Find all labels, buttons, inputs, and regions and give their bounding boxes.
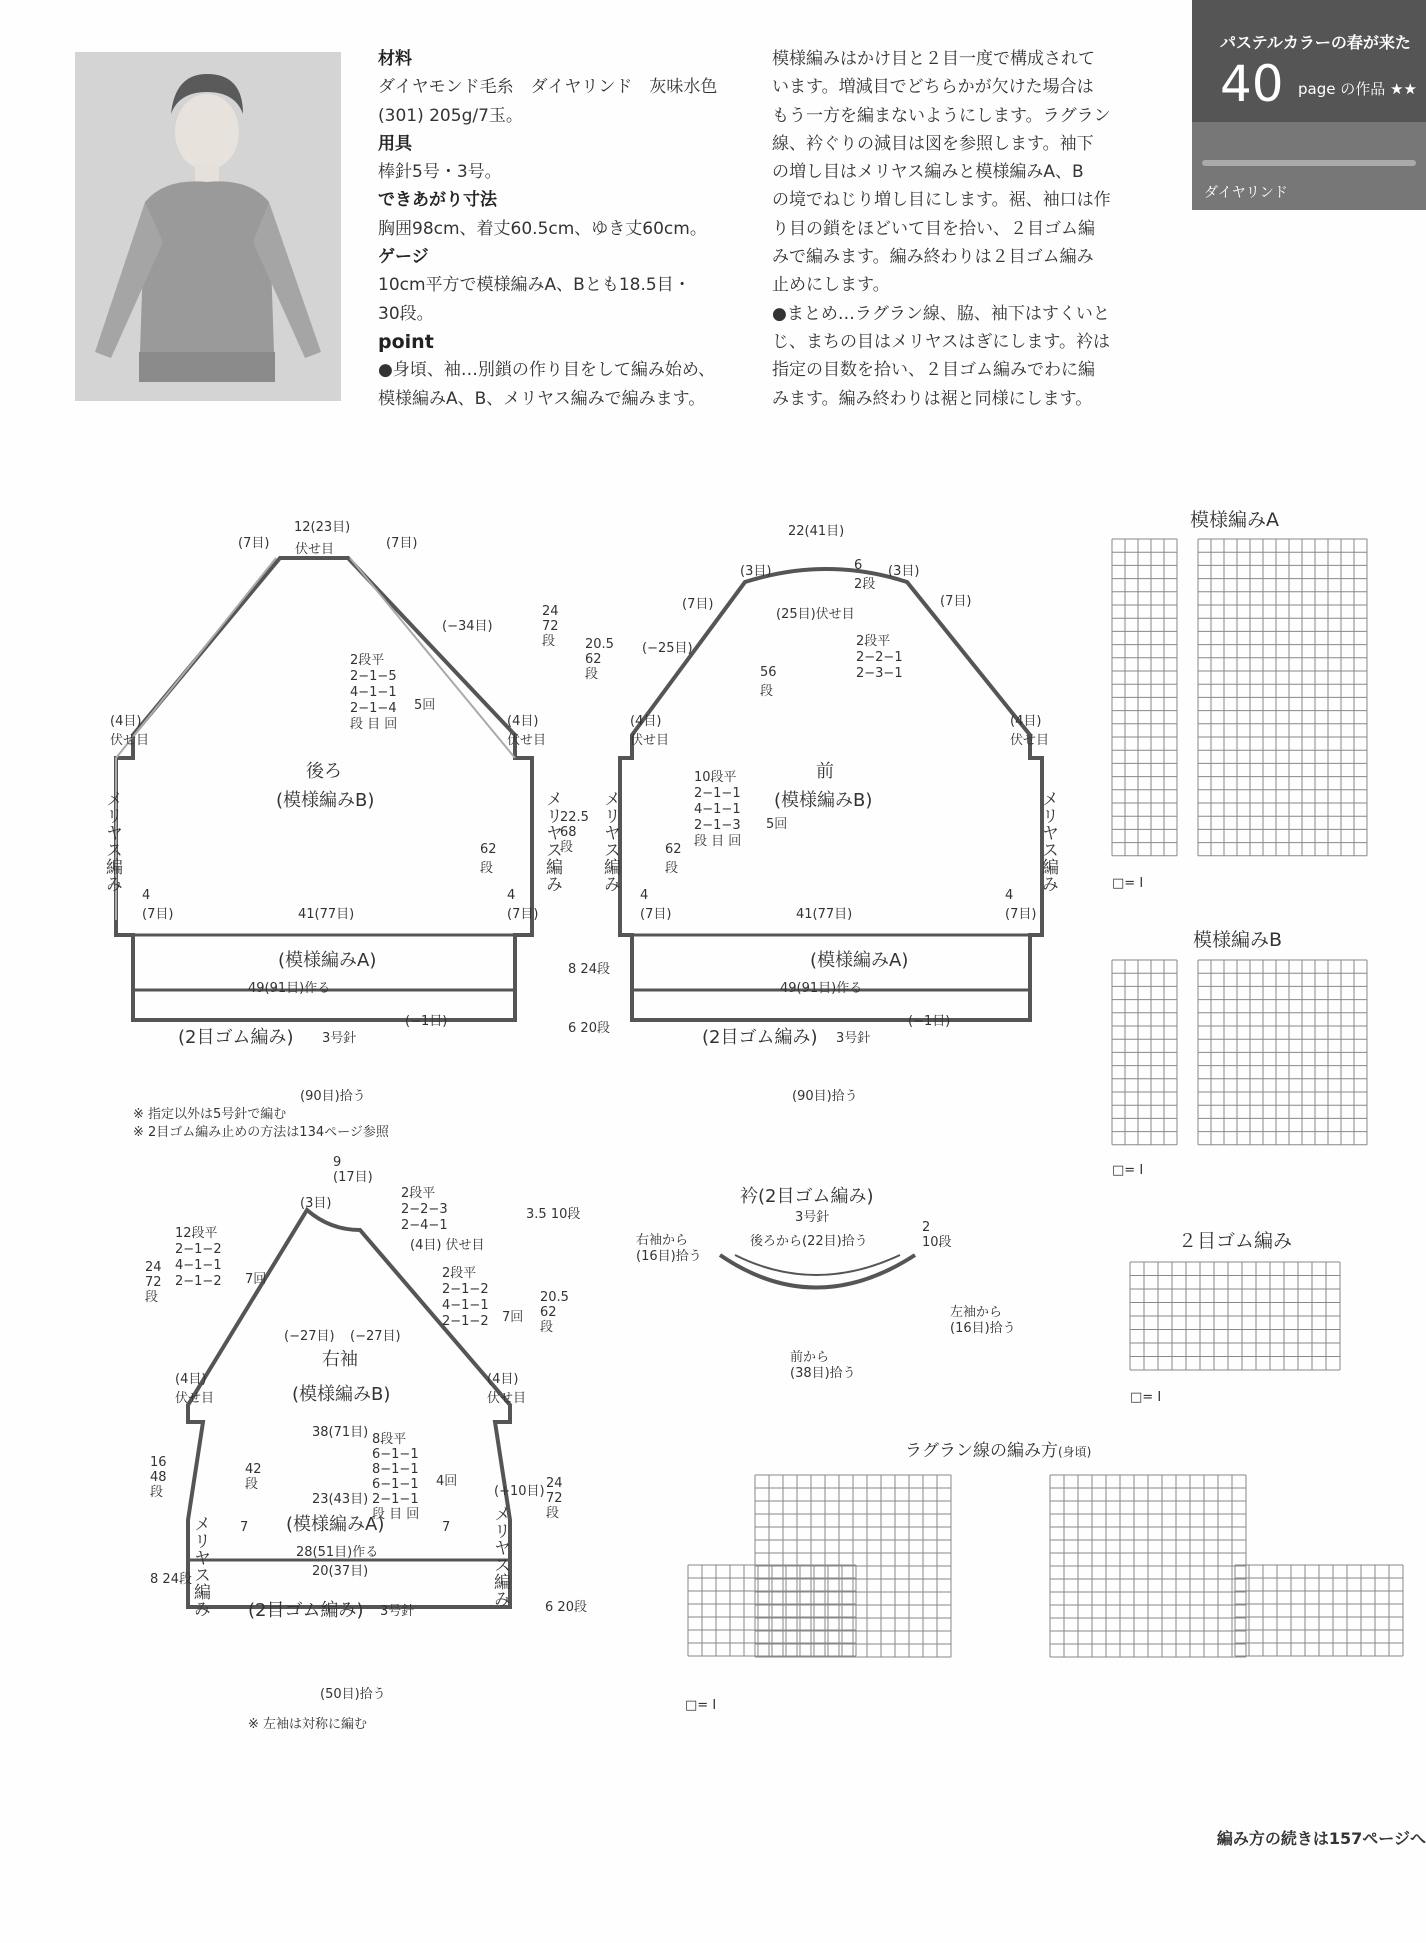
back-meriyasu-right: メリヤス編み — [542, 790, 562, 892]
back-times: 5回 — [414, 698, 436, 713]
instruction-line: 模様編みはかけ目と２目一度で構成されて — [772, 49, 1095, 69]
back-rib: (2目ゴム編み) — [178, 1027, 294, 1048]
collar-right: 右袖から (16目)拾う — [636, 1233, 702, 1264]
sleeve-pattern: (模様編みB) — [292, 1384, 391, 1405]
notes: ※ 指定以外は5号針で編む ※ 2目ゴム編み止めの方法は134ページ参照 — [133, 1107, 389, 1140]
back-top-width: 12(23目) — [294, 520, 351, 535]
back-needle: 3号針 — [322, 1031, 357, 1046]
sleeve-meriyasu-right: メリヤス編み — [490, 1505, 510, 1607]
sleeve-minus27-right: (−27目) — [350, 1329, 401, 1344]
front-bind: (25目)伏せ目 — [776, 607, 855, 622]
front-bind-left: (4目) 伏せ目 — [630, 714, 670, 748]
sleeve-bind4: (4目) 伏せ目 — [410, 1238, 485, 1253]
collar-left: 左袖から (16目)拾う — [950, 1305, 1016, 1336]
back-title: 後ろ — [306, 761, 342, 782]
page-banner — [1192, 0, 1426, 122]
collar-needle: 3号針 — [795, 1210, 830, 1225]
yarn-swatch — [1202, 160, 1416, 166]
dim-6: 6 20段 — [568, 1021, 610, 1036]
front-side-4-right: 4 (7目) — [1005, 888, 1037, 922]
tools-text: 棒針5号・3号。 — [378, 162, 502, 183]
back-pattern-a: (模様編みA) — [278, 950, 377, 971]
front-pattern: (模様編みB) — [774, 790, 873, 811]
front-neck3-right: (3目) — [888, 564, 920, 579]
front-side-4-left: 4 (7目) — [640, 888, 672, 922]
back-bind-left: (4目) 伏せ目 — [110, 714, 150, 748]
sleeve-d7-left: 7 — [240, 1520, 249, 1535]
sleeve-w38: 38(71目) — [312, 1425, 369, 1440]
gauge-text: 30段。 — [378, 303, 434, 324]
chart-raglan-legend: □= I — [685, 1698, 717, 1713]
model-photo — [75, 52, 341, 401]
sleeve-dim42: 42 段 — [245, 1462, 262, 1492]
footer-continued: 編み方の続きは157ページへ — [1216, 1829, 1426, 1848]
banner-page-number: 40 — [1220, 55, 1284, 113]
instruction-line: 指定の目数を拾い、２目ゴム編みでわに編 — [772, 360, 1095, 381]
instruction-line: の増し目はメリヤス編みと模様編みA、B — [772, 162, 1084, 183]
sleeve-bind-right: (4目) 伏せ目 — [487, 1372, 527, 1406]
materials-block — [378, 45, 748, 413]
front-meriyasu-left: メリヤス編み — [600, 790, 620, 892]
back-pattern: (模様編みB) — [276, 790, 375, 811]
gauge-text: 10cm平方で模様編みA、Bとも18.5目・ — [378, 275, 691, 296]
size-text: 胸囲98cm、着丈60.5cm、ゆき丈60cm。 — [378, 218, 707, 239]
sleeve-dim24: 24 72 段 — [145, 1260, 162, 1305]
front-pick: (90目)拾う — [792, 1089, 858, 1104]
sleeve-dim6: 6 20段 — [545, 1600, 587, 1615]
pattern-chart-a — [1110, 537, 1382, 867]
sleeve-w20: 20(37目) — [312, 1564, 369, 1579]
dim-8: 8 24段 — [568, 962, 610, 977]
sleeve-pick: (50目)拾う — [320, 1687, 386, 1702]
back-side-4: 4 (7目) — [142, 888, 174, 922]
sleeve-sched-left: 12段平 2−1−2 4−1−1 2−1−2 — [175, 1226, 222, 1289]
front-rows56: 56 段 — [760, 665, 777, 699]
size-heading: できあがり寸法 — [378, 190, 497, 211]
front-side7-left: (7目) — [682, 597, 714, 612]
front-rows62: 62 段 — [665, 842, 682, 876]
front-needle: 3号針 — [836, 1031, 871, 1046]
collar-back: 後ろから(22目)拾う — [750, 1234, 868, 1249]
back-side-left: (7目) — [238, 536, 270, 551]
sleeve-minus27-left: (−27目) — [284, 1329, 335, 1344]
collar-title: 衿(2目ゴム編み) — [740, 1186, 874, 1207]
back-bind-right: (4目) 伏せ目 — [507, 714, 547, 748]
front-side7-right: (7目) — [940, 594, 972, 609]
front-top-width: 22(41目) — [788, 524, 845, 539]
back-pick: (90目)拾う — [300, 1089, 366, 1104]
collar-rows: 2 10段 — [922, 1220, 952, 1250]
banner-title: パステルカラーの春が来た — [1220, 33, 1411, 52]
sleeve-sched-right: 2段平 2−1−2 4−1−1 2−1−2 — [442, 1266, 489, 1329]
back-meriyasu-left: メリヤス編み — [102, 790, 122, 892]
back-decrease: (−34目) — [442, 619, 493, 634]
front-decrease: (−25目) — [642, 641, 693, 656]
back-side-4-right: 4 (7目) — [507, 888, 539, 922]
sleeve-dim205: 20.5 62 段 — [540, 1290, 569, 1335]
pattern-chart-b — [1110, 958, 1382, 1158]
chart-b-title: 模様編みB — [1193, 929, 1283, 951]
sleeve-w23: 23(43目) — [312, 1492, 369, 1507]
dim-225: 22.5 68 段 — [560, 810, 589, 855]
tools-heading: 用具 — [378, 133, 412, 154]
back-bind-label: 伏せ目 — [295, 542, 335, 557]
yarn-banner — [1192, 122, 1426, 210]
front-schedule-2: 10段平 2−1−1 4−1−1 2−1−3 段 目 回 — [694, 770, 742, 849]
back-width: 41(77目) — [298, 907, 355, 922]
front-neck3-left: (3目) — [740, 564, 772, 579]
sleeve-sched-top: 2段平 2−2−3 2−4−1 — [401, 1186, 448, 1233]
sleeve-times7b: 7回 — [502, 1310, 524, 1325]
sleeve-sched-inc: 8段平 6−1−1 8−1−1 6−1−1 2−1−1 段 目 回 — [372, 1432, 420, 1522]
front-width: 41(77目) — [796, 907, 853, 922]
back-minus1: (−1目) — [405, 1014, 448, 1029]
dim-front-205: 20.5 62 段 — [585, 637, 614, 682]
point-text: 模様編みA、B、メリヤス編みで編みます。 — [378, 388, 706, 409]
instruction-line: みます。編み終わりは裾と同様にします。 — [772, 388, 1093, 409]
front-cast: 49(91目)作る — [780, 981, 863, 996]
sleeve-needle: 3号針 — [380, 1604, 415, 1619]
front-title: 前 — [816, 761, 834, 782]
sleeve-cast: 28(51目)作る — [296, 1545, 379, 1560]
sleeve-note: ※ 左袖は対称に編む — [248, 1717, 368, 1732]
front-times: 5回 — [766, 817, 788, 832]
instruction-line: みで編みます。編み終わりは２目ゴム編み — [772, 247, 1094, 268]
sleeve-dim24b: 24 72 段 — [546, 1476, 563, 1521]
sleeve-times4: 4回 — [436, 1474, 458, 1489]
back-cast: 49(91目)作る — [248, 981, 331, 996]
collar-diagram — [715, 1240, 925, 1300]
yarn-name: ダイヤリンド — [1204, 185, 1288, 201]
front-minus1: (−1目) — [908, 1014, 951, 1029]
instruction-line: 線、衿ぐりの減目は図を参照します。袖下 — [772, 133, 1094, 154]
instruction-line: もう一方を編まないようにします。ラグラン — [772, 105, 1111, 126]
front-neck: 6 2段 — [854, 558, 876, 592]
sleeve-pattern-a: (模様編みA) — [286, 1514, 385, 1535]
instruction-line: 止めにします。 — [772, 275, 890, 296]
sleeve-dim35: 3.5 10段 — [526, 1207, 581, 1222]
sleeve-plus10: (+10目) — [494, 1484, 545, 1499]
instruction-line: ●まとめ…ラグラン線、脇、袖下はすくいと — [772, 303, 1110, 324]
sleeve-top: 9 (17目) — [333, 1155, 373, 1185]
instruction-line: じ、まちの目はメリヤスはぎにします。衿は — [772, 331, 1110, 352]
chart-a-title: 模様編みA — [1190, 509, 1279, 531]
sleeve-bind-left: (4目) 伏せ目 — [175, 1372, 215, 1406]
sleeve-rib: (2目ゴム編み) — [248, 1600, 364, 1621]
instruction-line: り目の鎖をほどいて目を拾い、２目ゴム編 — [772, 218, 1095, 239]
pattern-chart-raglan — [640, 1465, 1420, 1665]
front-meriyasu-right: メリヤス編み — [1038, 790, 1058, 892]
materials-heading: 材料 — [378, 49, 412, 69]
front-schedule-1: 2段平 2−2−1 2−3−1 — [856, 634, 903, 681]
materials-line: (301) 205g/7玉。 — [378, 105, 523, 126]
sleeve-top3: (3目) — [300, 1196, 332, 1211]
chart-a-legend: □= I — [1112, 876, 1144, 891]
collar-front: 前から (38目)拾う — [790, 1350, 856, 1381]
front-rib: (2目ゴム編み) — [702, 1027, 818, 1048]
gauge-heading: ゲージ — [378, 247, 429, 268]
back-rows: 62 段 — [480, 842, 497, 876]
sleeve-meriyasu-left: メリヤス編み — [190, 1515, 210, 1617]
point-text: ●身頃、袖…別鎖の作り目をして編み始め、 — [378, 360, 716, 381]
materials-line: ダイヤモンド毛糸 ダイヤリンド 灰味水色 — [378, 77, 718, 98]
sleeve-times7: 7回 — [245, 1272, 267, 1287]
instruction-line: います。増減目でどちらかが欠けた場合は — [772, 77, 1094, 98]
sleeve-title: 右袖 — [322, 1349, 358, 1370]
point-heading: point — [378, 330, 434, 353]
back-side-right: (7目) — [386, 536, 418, 551]
sleeve-dim16: 16 48 段 — [150, 1455, 167, 1500]
back-schedule: 2段平 2−1−5 4−1−1 2−1−4 段 目 回 — [350, 653, 398, 732]
front-bind-right: (4目) 伏せ目 — [1010, 714, 1050, 748]
banner-page-label: page の作品 ★★ — [1298, 80, 1417, 98]
instructions-block — [772, 45, 1142, 413]
chart-b-legend: □= I — [1112, 1163, 1144, 1178]
chart-rib-legend: □= I — [1130, 1390, 1162, 1405]
chart-rib-title: ２目ゴム編み — [1178, 1230, 1293, 1252]
chart-raglan-title: ラグラン線の編み方(身頃) — [905, 1441, 1092, 1461]
pattern-chart-rib — [1128, 1260, 1368, 1380]
dim-back-24: 24 72 段 — [542, 604, 559, 649]
sleeve-d7-right: 7 — [442, 1520, 451, 1535]
instruction-line: の境でねじり増し目にします。裾、袖口は作 — [772, 190, 1111, 211]
sleeve-dim8: 8 24段 — [150, 1572, 192, 1587]
front-pattern-a: (模様編みA) — [810, 950, 909, 971]
